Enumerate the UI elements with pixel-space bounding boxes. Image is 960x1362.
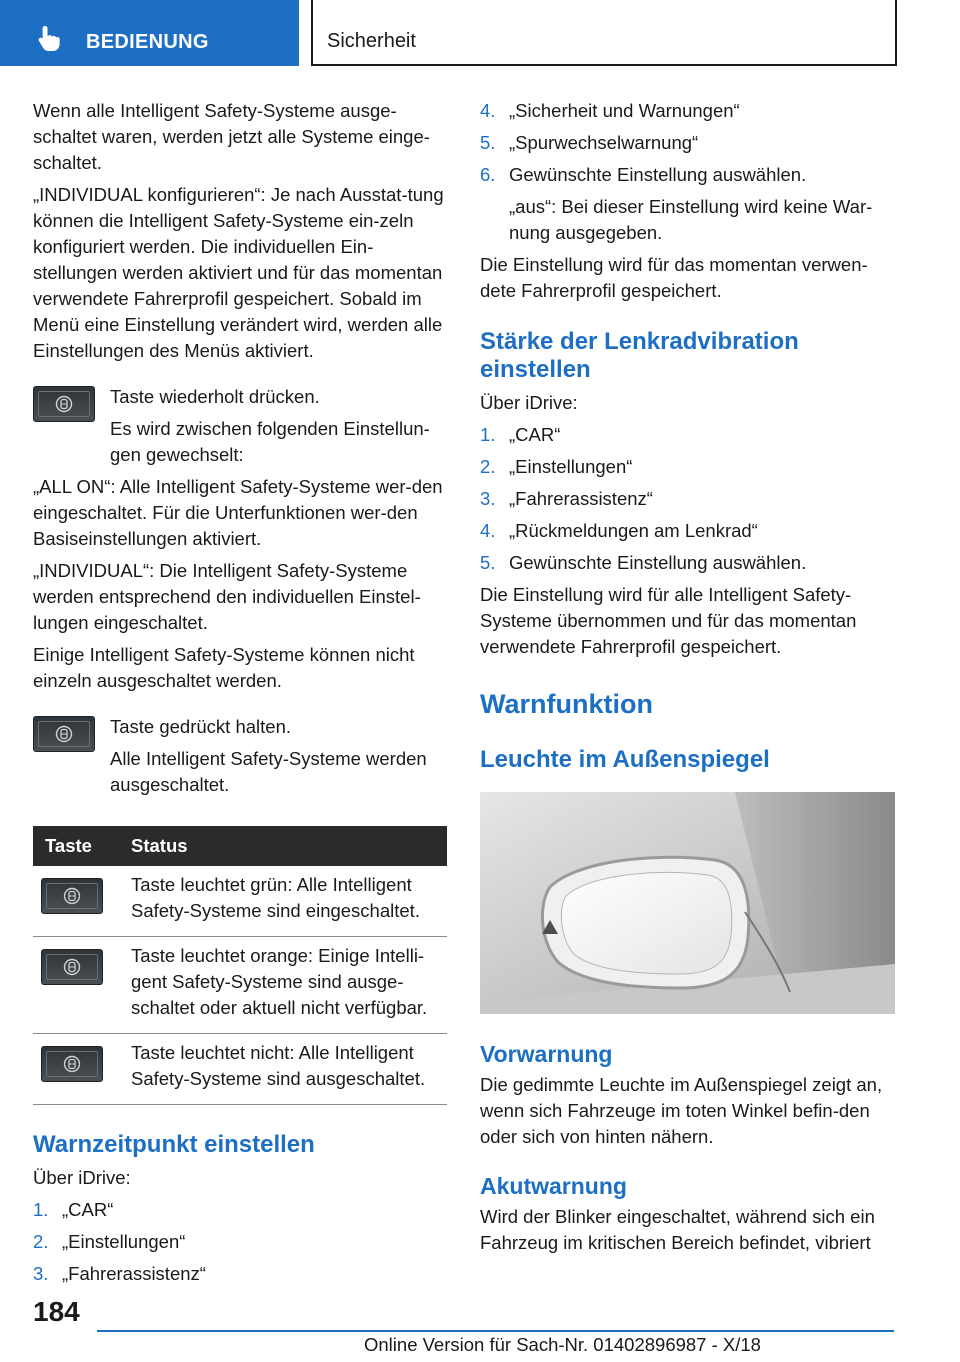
indented-note: „aus“: Bei dieser Einstellung wird keine War-nung ausgegeben. (509, 196, 873, 243)
safety-systems-icon (63, 958, 81, 976)
footer-divider (97, 1330, 894, 1332)
heading-leuchte: Leuchte im Außenspiegel (480, 746, 770, 773)
list-item: 6. Gewünschte Einstellung auswählen. (480, 164, 807, 185)
list-item: 2. „Einstellungen“ (33, 1231, 186, 1252)
table-cell-status: Taste leuchtet orange: Einige Intelli-gent Safety-Systeme sind ausge-schaltet oder aktuell nicht verfügbar. (123, 937, 447, 1034)
safety-systems-icon (63, 887, 81, 905)
list-item: 5. „Spurwechselwarnung“ (480, 132, 699, 153)
list-item: 4. „Sicherheit und Warnungen“ (480, 100, 740, 121)
chapter-tab (311, 0, 897, 66)
paragraph: Die Einstellung wird für alle Intelligent Safety-Systeme übernommen und für das momentan verwendete Fahrerprofil gespeichert. (480, 584, 857, 657)
paragraph: Die Einstellung wird für das momentan verwen-dete Fahrerprofil gespeichert. (480, 254, 868, 301)
safety-button-image (33, 716, 95, 752)
note-text: Taste wiederholt drücken. (110, 386, 320, 407)
heading-warnzeitpunkt: Warnzeitpunkt einstellen (33, 1131, 315, 1158)
list-item: 1. „CAR“ (33, 1199, 114, 1220)
safety-button-image (33, 386, 95, 422)
button-note (33, 714, 447, 798)
heading-warnfunktion: Warnfunktion (480, 689, 653, 719)
left-column (33, 98, 447, 1293)
list-item: 3. „Fahrerassistenz“ (33, 1263, 206, 1284)
paragraph: Wenn alle Intelligent Safety-Systeme ausge-schaltet waren, werden jetzt alle Systeme einge-schaltet. (33, 100, 430, 173)
safety-systems-icon (63, 1055, 81, 1073)
heading-akutwarnung: Akutwarnung (480, 1173, 627, 1199)
step-list (33, 1197, 447, 1287)
button-note (33, 384, 447, 468)
chapter-label: Sicherheit (327, 30, 416, 52)
table-header-status: Status (123, 826, 447, 866)
heading-lenkradvibration: Stärke der Lenkradvibration einstellen (480, 328, 799, 383)
paragraph: Die gedimmte Leuchte im Außenspiegel zeigt an, wenn sich Fahrzeuge im toten Winkel befin-den oder sich von hinten nähern. (480, 1074, 883, 1147)
list-item: 2. „Einstellungen“ (480, 456, 633, 477)
table-cell-status: Taste leuchtet nicht: Alle Intelligent Safety-Systeme sind ausgeschaltet. (123, 1034, 447, 1105)
page-number: 184 (33, 1296, 80, 1327)
paragraph: „INDIVIDUAL“: Die Intelligent Safety-Systeme werden entsprechend den individuellen Einstel-lungen eingeschaltet. (33, 560, 421, 633)
note-text: Taste gedrückt halten. (110, 716, 291, 737)
section-label: BEDIENUNG (86, 31, 209, 53)
table-header-taste: Taste (33, 826, 123, 866)
safety-systems-icon (55, 725, 73, 743)
paragraph: Über iDrive: (480, 392, 578, 413)
safety-systems-icon (55, 395, 73, 413)
safety-button-image (41, 949, 103, 985)
paragraph: Wird der Blinker eingeschaltet, während sich ein Fahrzeug im kritischen Bereich befindet, vibriert (480, 1206, 875, 1253)
status-table (33, 826, 447, 1105)
paragraph: Einige Intelligent Safety-Systeme können nicht einzeln ausgeschaltet werden. (33, 644, 415, 691)
table-row (33, 937, 447, 1034)
list-item: 4. „Rückmeldungen am Lenkrad“ (480, 520, 758, 541)
paragraph: „ALL ON“: Alle Intelligent Safety-Systeme wer-den eingeschaltet. Für die Unterfunktionen wer-den Basiseinstellungen aktiviert. (33, 476, 443, 549)
note-text: Alle Intelligent Safety-Systeme werden ausgeschaltet. (110, 748, 427, 795)
right-column (480, 98, 895, 1262)
safety-button-image (41, 878, 103, 914)
paragraph: „INDIVIDUAL konfigurieren“: Je nach Ausstat-tung können die Intelligent Safety-Systeme ein-zeln konfiguriert werden. Die individuellen Ein-stellungen werden aktiviert und für das momentan verwendete Fahrerprofil gespeichert. Sobald im Menü eine Einstellung verändert wird, werden alle Einstellungen des Menüs aktiviert. (33, 184, 444, 361)
step-list (480, 422, 895, 576)
safety-button-image (41, 1046, 103, 1082)
heading-vorwarnung: Vorwarnung (480, 1041, 613, 1067)
footer-text: Online Version für Sach-Nr. 01402896987 - X/18 (364, 1334, 761, 1355)
step-list (480, 98, 895, 188)
table-cell-status: Taste leuchtet grün: Alle Intelligent Safety-Systeme sind eingeschaltet. (123, 866, 447, 937)
page-header (0, 0, 960, 66)
note-text: Es wird zwischen folgenden Einstellun-gen gewechselt: (110, 418, 430, 465)
hand-pointer-icon (36, 24, 62, 52)
table-row (33, 1034, 447, 1105)
paragraph: Über iDrive: (33, 1167, 131, 1188)
table-row (33, 866, 447, 937)
section-tab (0, 0, 299, 66)
side-mirror-image (480, 792, 895, 1014)
list-item: 3. „Fahrerassistenz“ (480, 488, 653, 509)
list-item: 5. Gewünschte Einstellung auswählen. (480, 552, 807, 573)
list-item: 1. „CAR“ (480, 424, 561, 445)
